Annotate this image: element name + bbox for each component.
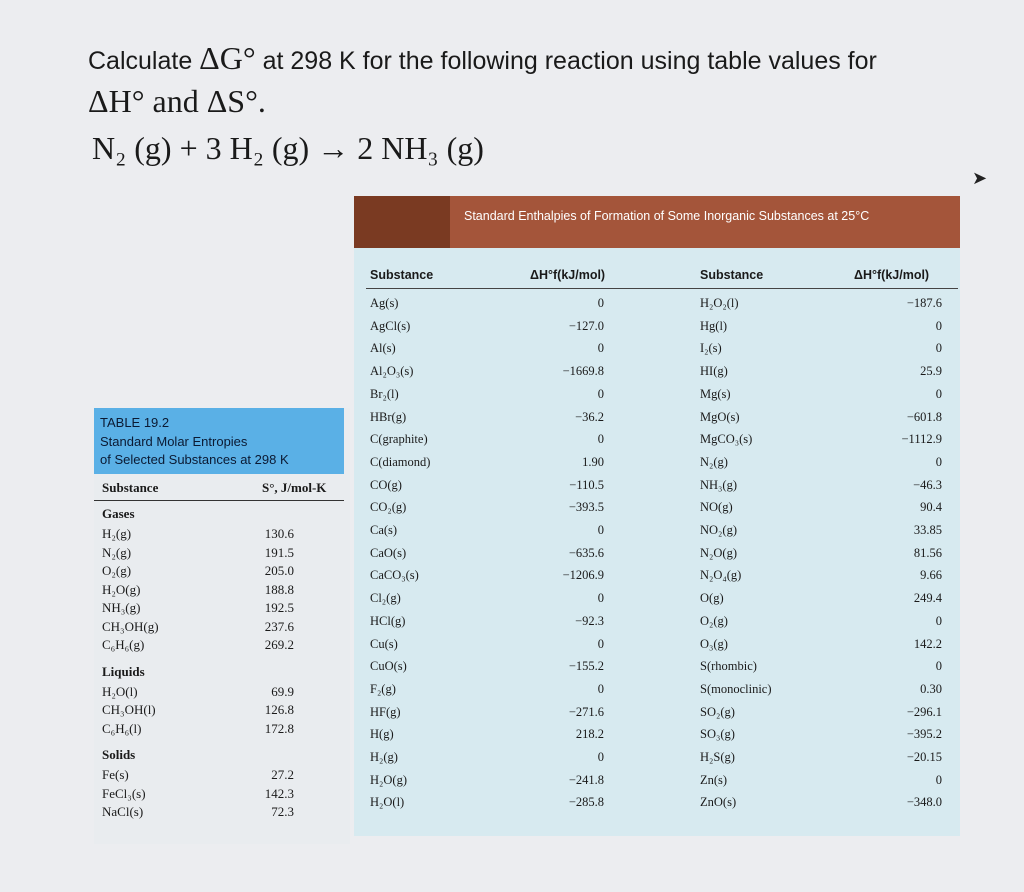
enthalpy-right-value: 0 <box>935 454 942 469</box>
enthalpy-right-value: 33.85 <box>913 523 942 537</box>
entropy-value: 191.5 <box>264 544 294 560</box>
enthalpy-left-substance: HF(g) <box>370 704 401 719</box>
enthalpy-left-substance: H(g) <box>370 727 394 742</box>
enthalpy-right-substance: Hg(l) <box>700 318 728 333</box>
delta-g-symbol: ΔG° <box>199 40 256 76</box>
enthalpy-right-value: 0 <box>935 659 942 674</box>
enthalpy-left-substance: HCl(g) <box>370 613 406 628</box>
question-line-1-post: at 298 K for the following reaction using table values for <box>255 47 877 75</box>
question-text <box>88 38 877 121</box>
entropy-value: 172.8 <box>264 720 294 736</box>
col-header-dhf-left: ΔH°f(kJ/mol) <box>530 268 606 282</box>
question-line-2: ΔH° and ΔS°. <box>88 83 266 119</box>
enthalpy-left-substance: Ca(s) <box>370 523 398 537</box>
enthalpy-left-substance: CuO(s) <box>370 659 407 674</box>
enthalpy-left-substance: C(diamond) <box>370 454 431 469</box>
enthalpy-right-value: 0 <box>935 386 942 401</box>
enthalpy-left-substance: CaCO₃(s) <box>370 568 419 583</box>
enthalpy-left-value: 0 <box>597 341 604 356</box>
entropy-value: 27.2 <box>271 767 294 782</box>
enthalpy-left-substance: AgCl(s) <box>370 318 411 333</box>
enthalpy-left-substance: Ag(s) <box>370 296 399 310</box>
entropy-title-line-3: of Selected Substances at 298 K <box>100 452 289 467</box>
entropy-table-title <box>100 414 289 470</box>
entropy-header-rule <box>94 500 344 501</box>
enthalpy-right-value: 0.30 <box>920 681 942 696</box>
entropy-substance: N₂(g) <box>102 544 132 560</box>
col-header-substance-left: Substance <box>370 268 434 282</box>
entropy-substance: C₆H₆(l) <box>102 720 142 736</box>
header-rule <box>366 288 958 289</box>
entropy-value: 72.3 <box>271 804 294 819</box>
entropy-substance: NaCl(s) <box>102 804 144 819</box>
enthalpy-right-substance: H₂S(g) <box>700 750 735 764</box>
entropy-value: 188.8 <box>264 581 294 597</box>
enthalpy-left-value: 0 <box>597 636 604 651</box>
entropy-substance: CH₃OH(l) <box>102 702 156 717</box>
enthalpy-left-value: −285.8 <box>568 795 604 810</box>
entropy-substance: C₆H₆(g) <box>102 637 145 652</box>
enthalpy-left-value: −635.6 <box>568 545 604 560</box>
reaction-equation: N₂ (g) + 3 H₂ (g) → 2 NH₃ (g) <box>92 130 484 166</box>
question-line-1-pre: Calculate <box>88 47 200 75</box>
entropy-col-value: S°, J/mol-K <box>262 480 327 495</box>
entropy-substance: NH₃(g) <box>102 600 141 615</box>
enthalpy-left-value: 0 <box>597 523 604 537</box>
enthalpy-right-value: 249.4 <box>913 591 942 606</box>
enthalpy-right-value: 90.4 <box>920 500 942 515</box>
enthalpy-left-substance: H₂O(l) <box>370 795 405 810</box>
enthalpy-left-value: −36.2 <box>575 409 604 424</box>
enthalpy-left-substance: H₂O(g) <box>370 772 407 787</box>
enthalpy-left-substance: C(graphite) <box>370 432 428 447</box>
enthalpy-left-value: 0 <box>597 386 604 401</box>
enthalpy-right-substance: O(g) <box>700 591 724 606</box>
enthalpy-left-value: 1.90 <box>582 454 604 469</box>
enthalpy-left-value: −110.5 <box>569 477 604 492</box>
enthalpy-right-substance: N₂(g) <box>700 454 728 469</box>
enthalpy-right-value: 0 <box>935 318 942 333</box>
entropy-substance: H₂O(l) <box>102 683 138 699</box>
entropy-group-heading: Gases <box>102 506 135 521</box>
enthalpy-left-value: −241.8 <box>568 772 604 787</box>
entropy-substance: Fe(s) <box>102 767 129 782</box>
entropy-group-heading: Liquids <box>102 663 145 679</box>
enthalpy-left-value: −155.2 <box>568 659 604 674</box>
enthalpy-right-substance: S(rhombic) <box>700 659 757 674</box>
enthalpy-left-value: −92.3 <box>575 613 604 628</box>
entropy-substance: H₂O(g) <box>102 581 141 597</box>
enthalpy-right-value: −1112.9 <box>901 432 942 447</box>
question-line-1 <box>88 38 877 81</box>
enthalpy-left-value: −1669.8 <box>562 364 604 379</box>
enthalpy-right-substance: O₂(g) <box>700 613 728 628</box>
enthalpy-left-substance: HBr(g) <box>370 409 407 424</box>
entropy-substance: O₂(g) <box>102 563 132 578</box>
enthalpy-right-substance: SO₃(g) <box>700 727 735 742</box>
enthalpy-left-substance: Cl₂(g) <box>370 591 401 606</box>
enthalpy-left-value: 0 <box>597 750 604 764</box>
entropy-substance: FeCl₃(s) <box>102 785 146 801</box>
entropy-col-substance: Substance <box>102 480 159 495</box>
col-header-substance-right: Substance <box>700 268 764 282</box>
entropy-table <box>94 408 350 844</box>
enthalpy-left-substance: F₂(g) <box>370 681 396 696</box>
enthalpy-right-substance: Mg(s) <box>700 386 731 401</box>
enthalpy-right-value: −187.6 <box>906 296 942 310</box>
enthalpy-table-header-accent <box>354 196 450 248</box>
enthalpy-left-substance: CaO(s) <box>370 545 407 560</box>
entropy-group-heading: Solids <box>102 747 136 762</box>
entropy-value: 192.5 <box>264 600 294 615</box>
enthalpy-right-substance: N₂O₄(g) <box>700 568 742 583</box>
enthalpy-right-substance: ZnO(s) <box>700 795 737 810</box>
enthalpy-right-substance: MgO(s) <box>700 409 740 424</box>
enthalpy-right-value: 0 <box>935 772 942 787</box>
entropy-value: 237.6 <box>264 618 294 634</box>
enthalpy-right-value: 0 <box>935 341 942 356</box>
enthalpy-left-substance: CO₂(g) <box>370 500 407 515</box>
enthalpy-right-substance: NO₂(g) <box>700 523 737 537</box>
entropy-substance: H₂(g) <box>102 526 132 541</box>
enthalpy-right-substance: O₃(g) <box>700 636 728 651</box>
enthalpy-table-title: Standard Enthalpies of Formation of Some Inorganic Substances at 25°C <box>464 209 870 223</box>
mouse-cursor-icon: ➤ <box>972 168 988 188</box>
enthalpy-right-substance: NO(g) <box>700 500 733 515</box>
enthalpy-right-value: −20.15 <box>906 750 942 764</box>
enthalpy-left-substance: Al(s) <box>370 341 396 356</box>
entropy-title-line-2: Standard Molar Entropies <box>100 433 248 449</box>
entropy-value: 126.8 <box>264 702 294 717</box>
entropy-value: 130.6 <box>264 526 294 541</box>
enthalpy-right-substance: SO₂(g) <box>700 704 735 719</box>
enthalpy-left-substance: Br₂(l) <box>370 386 399 401</box>
entropy-table-header <box>94 408 344 474</box>
entropy-value: 269.2 <box>264 637 294 652</box>
col-header-dhf-right: ΔH°f(kJ/mol) <box>854 268 930 282</box>
enthalpy-left-substance: CO(g) <box>370 477 402 492</box>
entropy-value: 142.3 <box>264 785 294 801</box>
enthalpy-right-substance: HI(g) <box>700 364 728 379</box>
enthalpy-left-value: 218.2 <box>575 727 604 742</box>
enthalpy-right-substance: S(monoclinic) <box>700 681 772 696</box>
enthalpy-left-value: 0 <box>597 591 604 606</box>
enthalpy-right-substance: NH₃(g) <box>700 477 737 492</box>
enthalpy-table <box>354 196 960 836</box>
enthalpy-left-substance: H₂(g) <box>370 750 398 764</box>
enthalpy-right-substance: MgCO₃(s) <box>700 432 753 447</box>
enthalpy-right-value: −46.3 <box>913 477 942 492</box>
enthalpy-right-substance: N₂O(g) <box>700 545 737 560</box>
enthalpy-right-value: 142.2 <box>913 636 942 651</box>
entropy-title-line-1: TABLE 19.2 <box>100 415 170 430</box>
enthalpy-left-value: 0 <box>597 681 604 696</box>
enthalpy-right-value: −395.2 <box>906 727 942 742</box>
enthalpy-left-value: −271.6 <box>568 704 604 719</box>
enthalpy-left-value: −1206.9 <box>562 568 604 583</box>
enthalpy-left-value: 0 <box>597 432 604 447</box>
entropy-value: 205.0 <box>264 563 294 578</box>
enthalpy-left-substance: Al₂O₃(s) <box>370 364 414 379</box>
entropy-substance: CH₃OH(g) <box>102 618 159 634</box>
enthalpy-left-substance: Cu(s) <box>370 636 398 651</box>
enthalpy-right-value: 25.9 <box>920 364 942 379</box>
entropy-value: 69.9 <box>271 683 294 699</box>
enthalpy-right-value: −296.1 <box>906 704 942 719</box>
enthalpy-left-value: −393.5 <box>568 500 604 515</box>
enthalpy-left-value: 0 <box>597 296 604 310</box>
enthalpy-right-value: 9.66 <box>920 568 942 583</box>
enthalpy-right-value: −348.0 <box>906 795 942 810</box>
enthalpy-right-value: 0 <box>935 613 942 628</box>
enthalpy-right-value: 81.56 <box>913 545 942 560</box>
enthalpy-left-value: −127.0 <box>568 318 604 333</box>
enthalpy-right-substance: Zn(s) <box>700 772 728 787</box>
enthalpy-right-substance: I₂(s) <box>700 341 722 356</box>
enthalpy-right-value: −601.8 <box>906 409 942 424</box>
enthalpy-right-substance: H₂O₂(l) <box>700 296 739 310</box>
